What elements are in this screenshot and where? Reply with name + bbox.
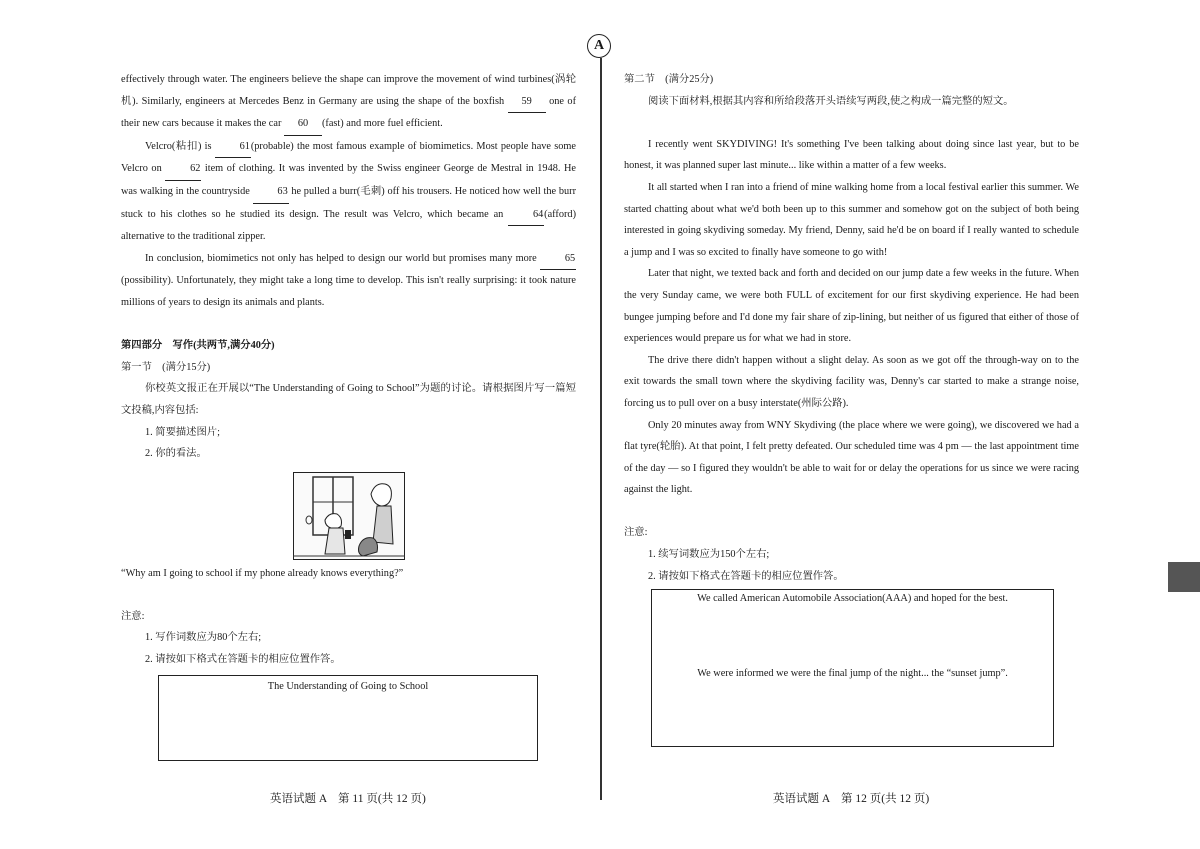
cloze-paragraph-3: In conclusion, biomimetics not only has helped to design our world but promises many more 65(possibility). Unfortunately, they might take a long time to develop. This isn't really surprising: it took nature millions of years to design its animals and plants. xyxy=(121,248,576,314)
note-heading-right: 注意: xyxy=(624,527,648,539)
blank-60[interactable]: 60 xyxy=(284,113,322,136)
blank-65[interactable]: 65 xyxy=(540,248,576,271)
part4-heading: 第四部分 写作(共两节,满分40分) xyxy=(121,340,275,352)
cartoon-image xyxy=(121,465,576,563)
story-paragraph-3: Later that night, we texted back and forth and decided on our jump date a few weeks in the future. When the very Sunday came, we were both FULL of excitement for our first skydiving experience. He had been bungee jumping before and I'd done my fair share of zip-lining, but neither of us figured that either of those of experiences would prepare us for what we had in store. xyxy=(624,268,1079,345)
cartoon-caption: “Why am I going to school if my phone already knows everything?” xyxy=(121,567,404,579)
section1-prompt: 你校英文报正在开展以“The Understanding of Going to School”为题的讨论。请根据图片写一篇短文投稿,内容包括: xyxy=(121,383,576,416)
footer-left: 英语试题 A 第 11 页(共 12 页) xyxy=(270,793,426,805)
note-right-2: 2. 请按如下格式在答题卡的相应位置作答。 xyxy=(648,570,844,582)
continuation-start-2: We were informed we were the final jump of the night... the “sunset jump”. xyxy=(697,668,1008,680)
section2-instruction: 阅读下面材料,根据其内容和所给段落开头语续写两段,使之构成一篇完整的短文。 xyxy=(648,95,1014,107)
note-left-1: 1. 写作词数应为80个左右; xyxy=(145,632,262,644)
answer-box-left[interactable] xyxy=(158,675,538,761)
blank-63[interactable]: 63 xyxy=(253,181,289,204)
blank-61[interactable]: 61 xyxy=(215,136,251,159)
cartoon-drawing xyxy=(293,472,405,560)
blank-64[interactable]: 64 xyxy=(508,204,544,227)
story-paragraph-2: It all started when I ran into a friend of mine walking home from a local festival earlier this summer. We started chatting about what we'd both been up to this summer and somehow got on the subject of both being interested in going skydiving someday. My friend, Denny, said he'd be on board if I really wanted to schedule a jump and I was so excited to finally have someone to go with! xyxy=(624,181,1079,258)
story-paragraph-1: I recently went SKYDIVING! It's something I've been talking about doing since last year, but to be honest, it was planned super last minute... like within a matter of a few weeks. xyxy=(624,138,1079,172)
side-page-tab xyxy=(1168,562,1200,592)
section2-heading: 第二节 (满分25分) xyxy=(624,74,714,85)
note-right-1: 1. 续写词数应为150个左右; xyxy=(648,549,770,561)
task-item-2: 2. 你的看法。 xyxy=(145,448,207,460)
blank-62[interactable]: 62 xyxy=(165,158,201,181)
note-heading-left: 注意: xyxy=(121,610,145,622)
answer-box-right[interactable] xyxy=(651,589,1054,747)
right-column xyxy=(624,69,1079,747)
left-column xyxy=(121,69,576,761)
answer-box-title: The Understanding of Going to School xyxy=(267,680,429,692)
footer-right: 英语试题 A 第 12 页(共 12 页) xyxy=(773,793,930,805)
cloze-paragraph-1: effectively through water. The engineers believe the shape can improve the movement of wind turbines(涡轮机). Similarly, engineers at Mercedes Benz in Germany are using the shape of the boxfish 59 one of their new cars because it makes the car 60 (fast) and more fuel efficient. xyxy=(121,69,576,136)
section1-heading: 第一节 (满分15分) xyxy=(121,361,211,373)
note-left-2: 2. 请按如下格式在答题卡的相应位置作答。 xyxy=(145,654,341,666)
continuation-start-1: We called American Automobile Association(AAA) and hoped for the best. xyxy=(697,593,1008,605)
column-divider xyxy=(600,58,602,800)
blank-59[interactable]: 59 xyxy=(508,91,546,114)
cloze-paragraph-2: Velcro(粘扣) is 61(probable) the most famous example of biomimetics. Most people have some Velcro on 62 item of clothing. It was invented by the Swiss engineer George de Mestral in 1948. He was walking in the countryside 63 he pulled a burr(毛刺) off his trousers. He noticed how well the burr stuck to his clothes so he studied its design. The result was Velcro, which became an 64(afford) alternative to the traditional zipper. xyxy=(121,136,576,248)
version-mark: A xyxy=(587,34,611,58)
story-paragraph-4: The drive there didn't happen without a slight delay. As soon as we got off the through-way on to the exit towards the small town where the skydiving facility was, Denny's car started to make a strange noise, forcing us to pull over on a busy interstate(州际公路). xyxy=(624,354,1079,409)
task-item-1: 1. 简要描述图片; xyxy=(145,426,220,438)
story-paragraph-5: Only 20 minutes away from WNY Skydiving (the place where we were going), we discovered we had a flat tyre(轮胎). At that point, I felt pretty defeated. Our scheduled time was 4 pm — the last appointment time of the day — so I figured they wouldn't be able to wait for or delay the operations for us since we were racing against the light. xyxy=(624,419,1079,496)
